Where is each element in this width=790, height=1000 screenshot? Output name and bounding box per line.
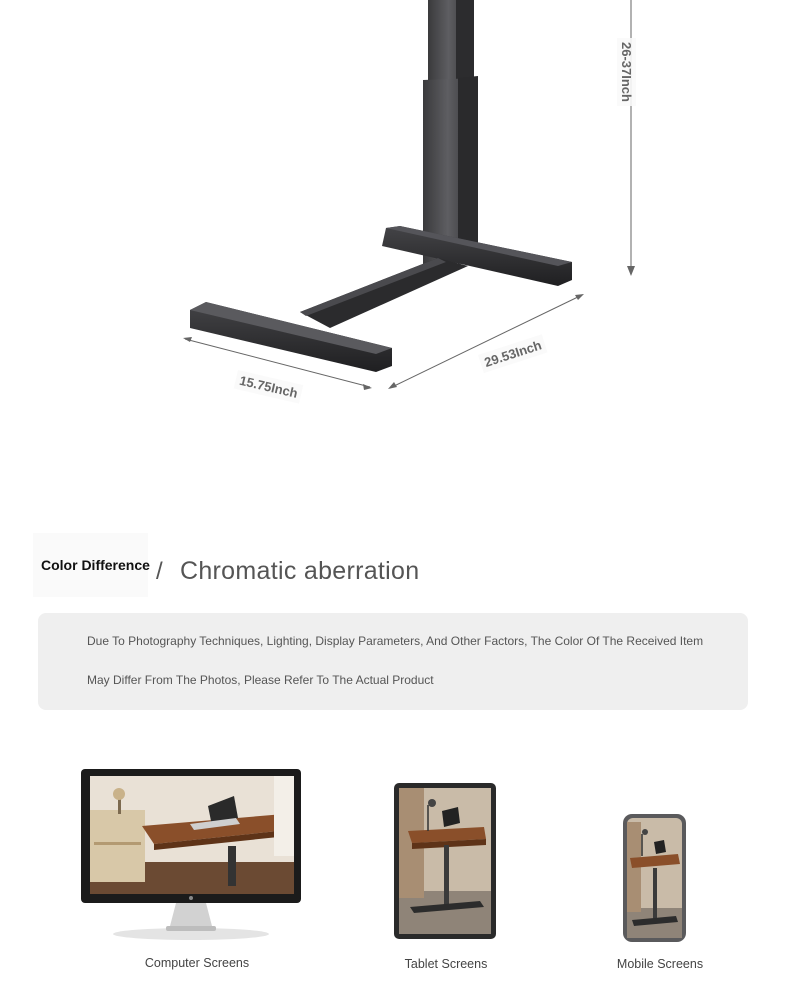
color-difference-title: Color Difference [41, 557, 150, 573]
mobile-screen-image [620, 812, 690, 944]
upper-column [428, 0, 474, 82]
heading-separator: / [156, 558, 163, 585]
tablet-screens-label: Tablet Screens [404, 957, 488, 971]
width-dimension-line [388, 294, 584, 389]
note-line-2: May Differ From The Photos, Please Refer To The Actual Product [87, 673, 434, 687]
computer-screens-label: Computer Screens [144, 956, 250, 970]
computer-screen-image [78, 766, 306, 944]
color-difference-note [38, 613, 748, 710]
color-difference-heading [33, 533, 148, 597]
desk-frame-illustration [0, 0, 790, 420]
depth-dimension-label: 15.75Inch [234, 370, 304, 404]
chromatic-aberration-subtitle: Chromatic aberration [180, 557, 420, 585]
height-dimension-label: 26-37Inch [617, 38, 636, 106]
center-beam [300, 258, 468, 328]
width-dimension-label: 29.53Inch [478, 334, 548, 373]
mobile-screens-label: Mobile Screens [616, 957, 704, 971]
tablet-screen-image [392, 781, 500, 943]
note-line-1: Due To Photography Techniques, Lighting, Display Parameters, And Other Factors, The Color Of The Received Item [87, 634, 704, 648]
